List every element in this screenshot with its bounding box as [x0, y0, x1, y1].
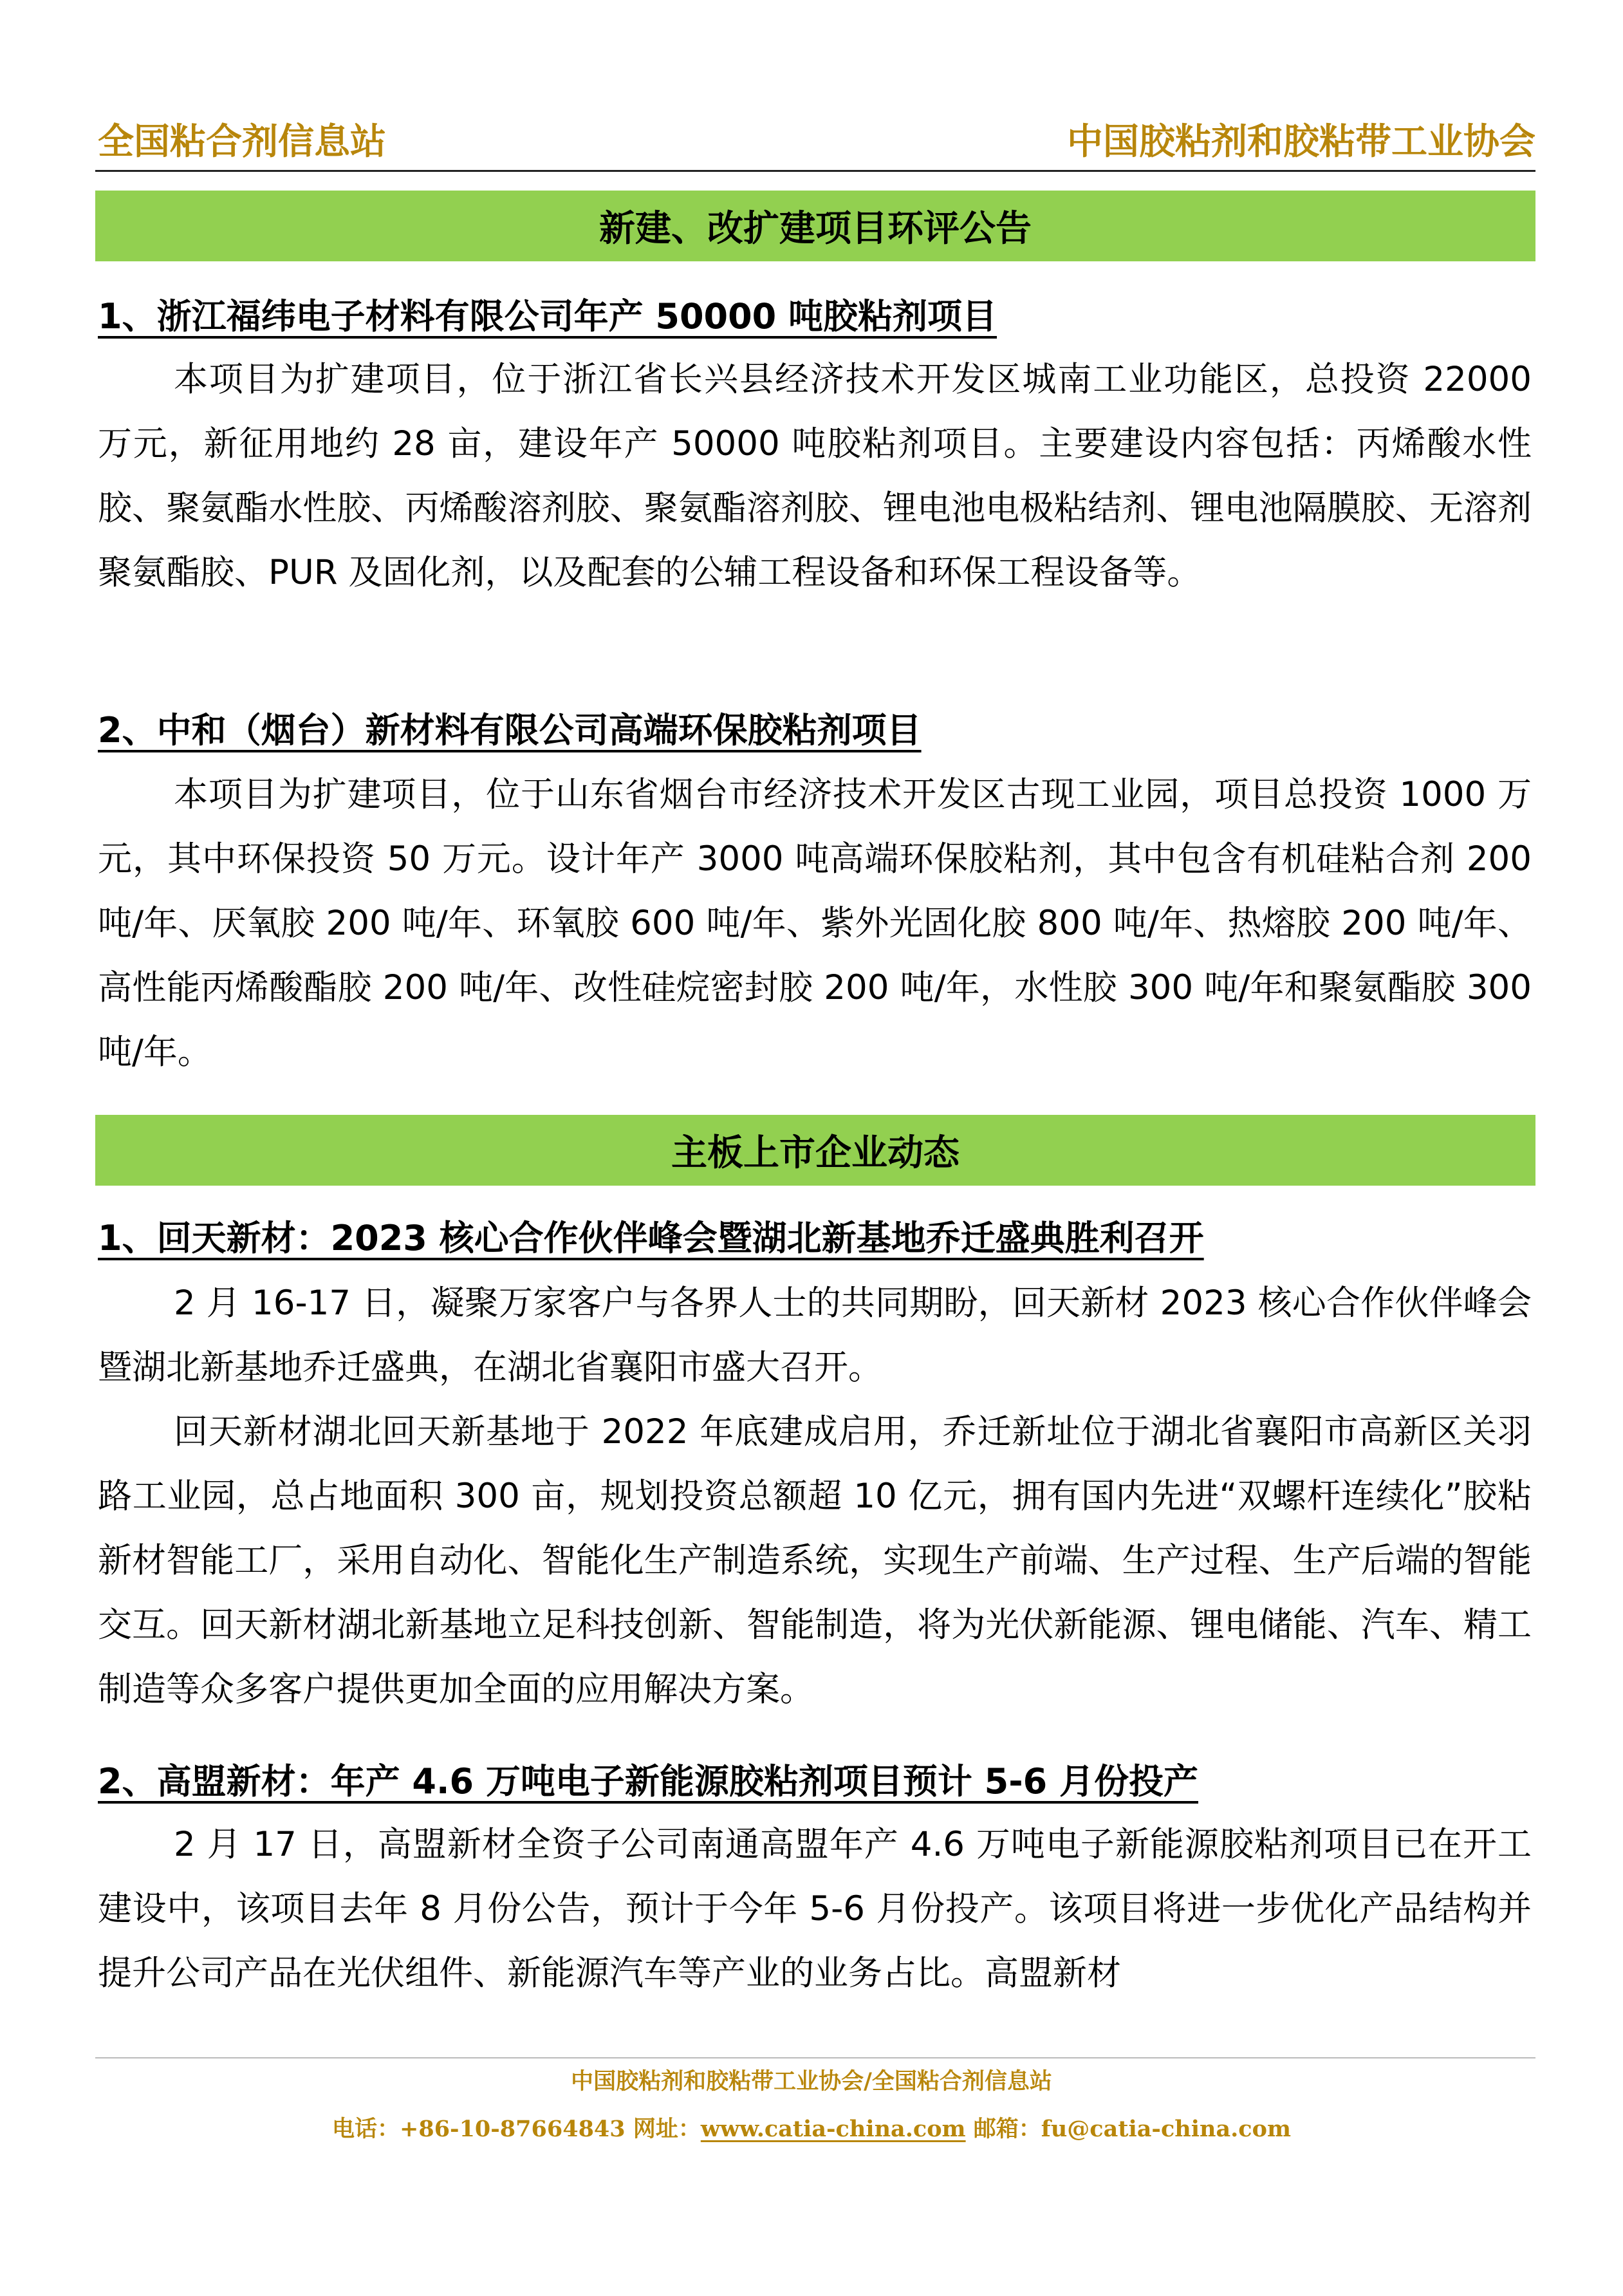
footer-association: 中国胶粘剂和胶粘带工业协会/全国粘合剂信息站 — [571, 2068, 1052, 2095]
item-title: 1、浙江福纬电子材料有限公司年产 50000 吨胶粘剂项目 — [98, 296, 997, 337]
footer-web-label: 网址： — [625, 2116, 701, 2142]
header-divider — [95, 170, 1535, 172]
footer-email[interactable]: fu@catia-china.com — [1041, 2116, 1291, 2142]
footer-email-label: 邮箱： — [965, 2116, 1041, 2142]
item-title: 1、回天新材：2023 核心合作伙伴峰会暨湖北新基地乔迁盛典胜利召开 — [98, 1218, 1204, 1258]
footer-contact — [0, 2110, 1623, 2149]
item-paragraph: 本项目为扩建项目，位于浙江省长兴县经济技术开发区城南工业功能区，总投资 22000 万元，新征用地约 28 亩，建设年产 50000 吨胶粘剂项目。主要建设内容包括：丙烯酸水性胶、聚氨酯水性胶、丙烯酸溶剂胶、聚氨酯溶剂胶、锂电池电极粘结剂、锂电池隔膜胶、无溶剂聚氨酯胶、PUR 及固化剂，以及配套的公辅工程设备和环保工程设备等。 — [98, 360, 1532, 592]
item-title: 2、高盟新材：年产 4.6 万吨电子新能源胶粘剂项目预计 5-6 月份投产 — [98, 1761, 1198, 1802]
footer-divider — [95, 2057, 1535, 2058]
item-paragraph: 回天新材湖北回天新基地于 2022 年底建成启用，乔迁新址位于湖北省襄阳市高新区关羽路工业园，总占地面积 300 亩，规划投资总额超 10 亿元，拥有国内先进“双螺杆连续化”胶粘新材智能工厂，采用自动化、智能化生产制造系统，实现生产前端、生产过程、生产后端的智能交互。回天新材湖北新基地立足科技创新、智能制造，将为光伏新能源、锂电储能、汽车、精工制造等众多客户提供更加全面的应用解决方案。 — [98, 1412, 1532, 1709]
footer-phone-label: 电话： — [332, 2116, 400, 2142]
footer-phone: +86-10-87664843 — [400, 2116, 626, 2142]
header-site-name: 全国粘合剂信息站 — [98, 120, 386, 163]
item-paragraph: 本项目为扩建项目，位于山东省烟台市经济技术开发区古现工业园，项目总投资 1000 万元，其中环保投资 50 万元。设计年产 3000 吨高端环保胶粘剂，其中包含有机硅粘合剂 200 吨/年、厌氧胶 200 吨/年、环氧胶 600 吨/年、紫外光固化胶 800 吨/年、热熔胶 200 吨/年、高性能丙烯酸酯胶 200 吨/年、改性硅烷密封胶 200 吨/年，水性胶 300 吨/年和聚氨酯胶 300 吨/年。 — [98, 775, 1532, 1072]
footer-website-link[interactable]: www.catia-china.com — [700, 2116, 966, 2142]
section-banner-eia: 新建、改扩建项目环评公告 — [95, 191, 1535, 261]
item-paragraph: 2 月 17 日，高盟新材全资子公司南通高盟年产 4.6 万吨电子新能源胶粘剂项目已在开工建设中，该项目去年 8 月份公告，预计于今年 5-6 月份投产。该项目将进一步优化产品结构并提升公司产品在光伏组件、新能源汽车等产业的业务占比。高盟新材 — [98, 1825, 1532, 1993]
header-association-name: 中国胶粘剂和胶粘带工业协会 — [1067, 120, 1535, 163]
page-header — [95, 116, 1535, 167]
item-paragraph: 2 月 16-17 日，凝聚万家客户与各界人士的共同期盼，回天新材 2023 核心合作伙伴峰会暨湖北新基地乔迁盛典，在湖北省襄阳市盛大召开。 — [98, 1283, 1532, 1387]
item-title: 2、中和（烟台）新材料有限公司高端环保胶粘剂项目 — [98, 710, 922, 751]
section-banner-listed-companies: 主板上市企业动态 — [95, 1115, 1535, 1186]
